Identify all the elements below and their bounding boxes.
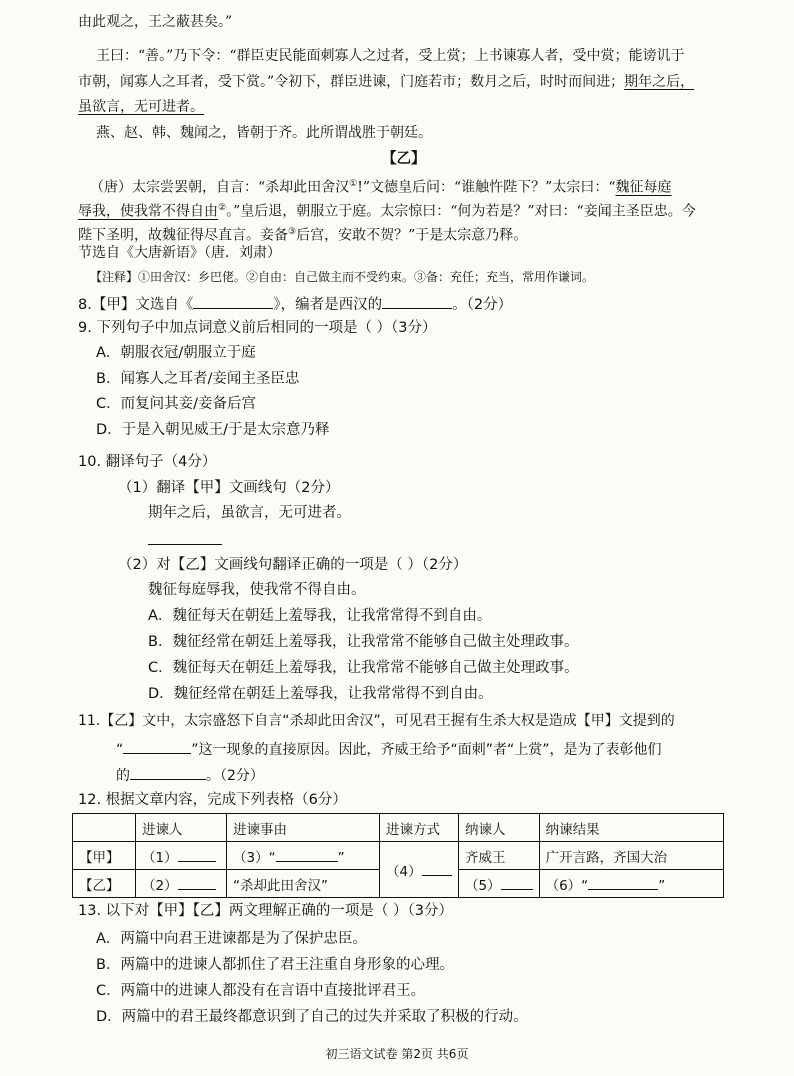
answer-blank[interactable]	[178, 875, 216, 890]
question-10: 10. 翻译句子（4分）	[78, 454, 217, 470]
passage-jia-line: 燕、赵、韩、魏闻之，皆朝于齐。此所谓战胜于朝廷。	[96, 125, 432, 141]
question-12: 12. 根据文章内容，完成下列表格（6分）	[78, 792, 347, 808]
answer-blank[interactable]	[123, 739, 191, 754]
table-header: 进谏人	[136, 814, 227, 842]
table-row	[73, 842, 724, 870]
passage-yi-heading: 【乙】	[382, 151, 426, 167]
option-b: B．闻寡人之耳者/妾闻主圣臣忠	[96, 371, 300, 387]
table-header: 纳谏人	[459, 814, 540, 842]
option-c: C．魏征每天在朝廷上羞辱我，让我常常不能够自己做主处理政事。	[148, 660, 579, 676]
question-9: 9. 下列句子中加点词意义前后相同的一项是（ ）（3分）	[78, 320, 437, 336]
option-a: A．两篇中向君王进谏都是为了保护忠臣。	[96, 931, 367, 947]
table-cell: （2）	[136, 870, 227, 898]
table-cell: 广开言路，齐国大治	[539, 842, 723, 870]
table-corner-cell	[73, 814, 136, 842]
passage-jia-line: 市朝，闻寡人之耳者，受下赏。”令初下，群臣进谏，门庭若市；数月之后，时时而间进；期年之后，	[78, 74, 695, 90]
passage-source: 节选自《大唐新语》（唐．刘肃）	[78, 245, 281, 261]
row-label: 【乙】	[73, 870, 136, 898]
question-11-line: “ ”这一现象的直接原因。因此，齐威王给予“面刺”者“上赏”，是为了表彰他们	[116, 739, 662, 760]
question-11: 11.【乙】文中，太宗盛怒下自言“杀却此田舍汉”，可见君王握有生杀大权是造成【甲】文提到的	[78, 713, 675, 729]
answer-blank[interactable]	[130, 765, 206, 780]
table-cell: （1）	[136, 842, 227, 870]
sentence-to-translate: 魏征每庭辱我，使我常不得自由。	[148, 582, 366, 598]
table-header-row	[73, 814, 724, 842]
option-a: A．魏征每天在朝廷上羞辱我，让我常常得不到自由。	[148, 608, 492, 624]
passage-jia-line: 由此观之，王之蔽甚矣。”	[78, 14, 233, 30]
option-c: C．两篇中的进谏人都没有在言语中直接批评君王。	[96, 983, 426, 999]
question-13: 13. 以下对【甲】【乙】两文理解正确的一项是（ ）（3分）	[78, 903, 454, 919]
table-cell: （6）“ ”	[539, 870, 723, 898]
sentence-to-translate: 期年之后，虽欲言，无可进者。	[148, 505, 351, 521]
answer-blank[interactable]	[501, 875, 533, 890]
passage-jia-line: 王曰：“善。”乃下令：“群臣吏民能面刺寡人之过者，受上赏；上书谏寡人者，受中赏；能谤讥于	[96, 48, 685, 64]
question-8: 8.【甲】文选自《 》，编者是西汉的 。（2分）	[78, 294, 512, 315]
question-10-2: （2）对【乙】文画线句翻译正确的一项是（ ）（2分）	[118, 557, 468, 573]
table-cell: （4）	[380, 842, 459, 898]
option-d: D．两篇中的君王最终都意识到了自己的过失并采取了积极的行动。	[96, 1009, 528, 1025]
answer-blank[interactable]	[382, 294, 452, 309]
option-b: B．两篇中的进谏人都抓住了君王注重自身形象的心理。	[96, 957, 454, 973]
answer-blank[interactable]	[178, 847, 216, 862]
passage-yi-line: （唐）太宗尝罢朝，自言：“杀却此田舍汉①!”文德皇后问：“谁触忤陛下？”太宗曰：“魏征每庭	[90, 179, 672, 196]
answer-blank[interactable]	[193, 294, 273, 309]
passage-jia-line	[78, 97, 204, 117]
row-label: 【甲】	[73, 842, 136, 870]
option-a: A．朝服衣冠/朝服立于庭	[96, 345, 256, 361]
passage-yi-line: 辱我，使我常不得自由②。”皇后退，朝服立于庭。太宗惊曰：“何为若是？”对曰：“妾闻主圣臣忠。今	[78, 203, 696, 220]
table-cell: “杀却此田舍汉”	[227, 870, 380, 898]
option-b: B．魏征经常在朝廷上羞辱我，让我常常不能够自己做主处理政事。	[148, 634, 579, 650]
answer-blank[interactable]	[276, 847, 338, 862]
passage-yi-line: 陛下圣明，故魏征得尽直言。妾备③后宫，安敢不贺？”于是太宗意乃释。	[78, 227, 528, 244]
underlined-sentence: 虽欲言，无可进者。	[78, 99, 204, 115]
table-header: 纳谏结果	[539, 814, 723, 842]
table-cell: （3）“ ”	[227, 842, 380, 870]
table-cell: 齐威王	[459, 842, 540, 870]
option-d: D．魏征经常在朝廷上羞辱我，让我常常得不到自由。	[148, 686, 493, 702]
option-c: C．而复问其妾/妾备后宫	[96, 396, 257, 412]
question-10-1: （1）翻译【甲】文画线句（2分）	[118, 480, 340, 496]
table-header: 进谏事由	[227, 814, 380, 842]
answer-blank[interactable]	[588, 875, 658, 890]
page-footer: 初三语文试卷 第2页 共6页	[325, 1047, 469, 1061]
answer-table	[72, 813, 724, 898]
answer-line[interactable]	[148, 544, 222, 545]
annotations: 【注释】①田舍汉：乡巴佬。②自由：自己做主而不受约束。③备：充任；充当，常用作谦词。	[90, 270, 595, 284]
underlined-sentence: 期年之后，	[624, 74, 695, 90]
question-11-line: 的 。（2分）	[116, 765, 264, 786]
table-header: 进谏方式	[380, 814, 459, 842]
answer-blank[interactable]	[422, 861, 452, 876]
option-d: D．于是入朝见威王/于是太宗意乃释	[96, 422, 330, 438]
table-cell: （5）	[459, 870, 540, 898]
